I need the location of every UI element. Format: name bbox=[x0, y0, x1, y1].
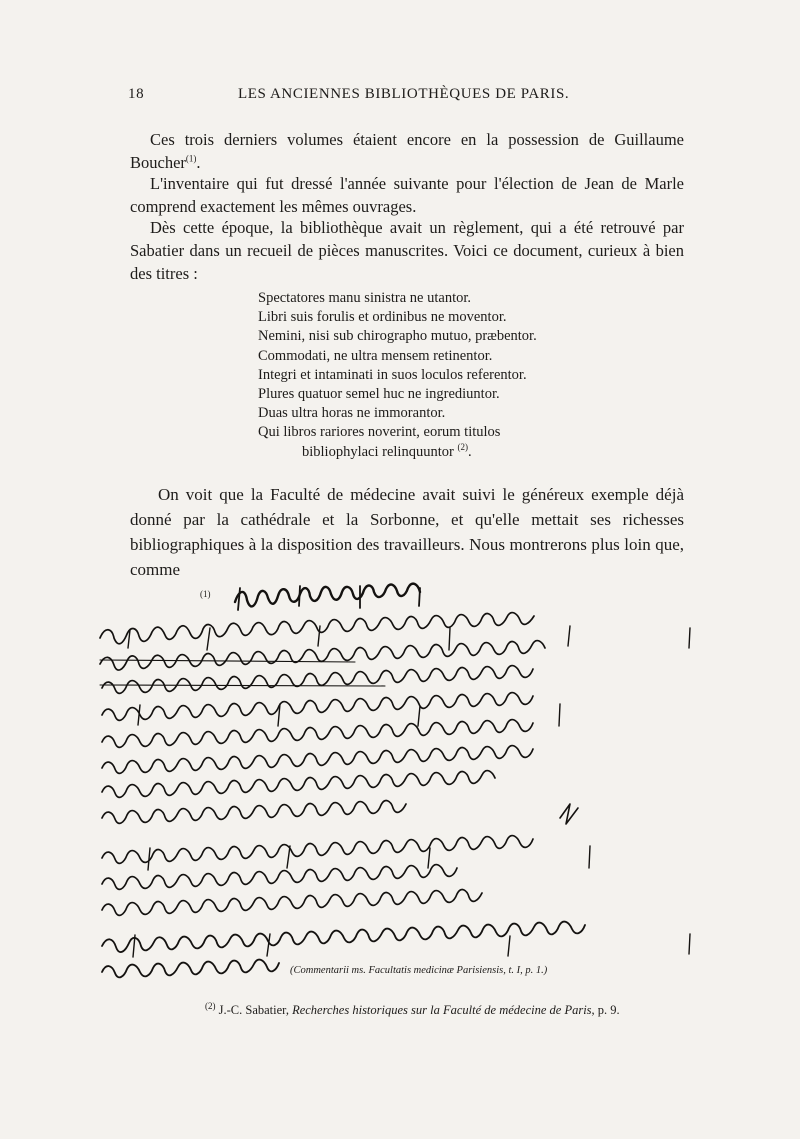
footnote-ref-2: (2) bbox=[457, 441, 468, 452]
page-header bbox=[128, 86, 688, 108]
rule-line-last: bibliophylaci relinquuntor $^{(2)}$. bbox=[302, 441, 472, 460]
manuscript-note-marker: (1) bbox=[200, 589, 211, 599]
footnote-2-title: Recherches historiques sur la Faculté de médecine de Paris bbox=[292, 1003, 592, 1017]
footnote-2-text: J.-C. Sabatier, bbox=[218, 1003, 293, 1017]
footnote-2 bbox=[205, 1000, 620, 1018]
footnote-ref-1: (1) bbox=[185, 153, 197, 164]
paragraph-1-end: . bbox=[196, 153, 201, 172]
paragraph-3: Dès cette époque, la bibliothèque avait un règlement, qui a été retrouvé par Sabatier dans un recueil de pièces manuscrites. Voici ce document, curieux à bien des titres : bbox=[130, 218, 684, 283]
rule-line: Integri et intaminati in suos loculos referentor. bbox=[258, 366, 527, 383]
manuscript-caption: (Commentarii ms. Facultatis medicinæ Parisiensis, t. I, p. 1.) bbox=[290, 965, 548, 976]
rule-line-last-text: bibliophylaci relinquuntor bbox=[302, 443, 454, 460]
paragraph-2: L'inventaire qui fut dressé l'année suivante pour l'élection de Jean de Marle comprend exactement les mêmes ouvrages. bbox=[130, 174, 684, 216]
rule-line: Qui libros rariores noverint, eorum titulos bbox=[258, 424, 501, 441]
footnote-2-marker: (2) bbox=[205, 1000, 216, 1011]
rule-line: Libri suis forulis et ordinibus ne moventor. bbox=[258, 309, 507, 326]
rule-line: Duas ultra horas ne immorantor. bbox=[258, 405, 446, 422]
paragraph-1 bbox=[130, 128, 684, 174]
running-title: LES ANCIENNES BIBLIOTHÈQUES DE PARIS. bbox=[238, 86, 570, 102]
footnote-2-page: , p. 9. bbox=[591, 1003, 620, 1017]
rule-line: Commodati, ne ultra mensem retinentor. bbox=[258, 347, 493, 364]
library-rules bbox=[258, 289, 537, 462]
paragraph-4: On voit que la Faculté de médecine avait suivi le généreux exemple déjà donné par la cathédrale et la Sorbonne, et qu'elle mettait ses richesses bibliographiques à la disposition des travailleurs. Nous montrerons plus loin que, comme bbox=[130, 485, 684, 579]
handwritten-manuscript-facsimile bbox=[90, 580, 770, 990]
page-number: 18 bbox=[128, 86, 145, 102]
rule-line: Spectatores manu sinistra ne utantor. bbox=[258, 290, 472, 306]
paragraph-1-text: Ces trois derniers volumes étaient encore en la possession de Guillaume Boucher bbox=[130, 130, 684, 172]
rule-line: Plures quatuor semel huc ne ingrediuntor. bbox=[258, 386, 500, 403]
rule-line: Nemini, nisi sub chirographo mutuo, præbentor. bbox=[258, 328, 537, 345]
